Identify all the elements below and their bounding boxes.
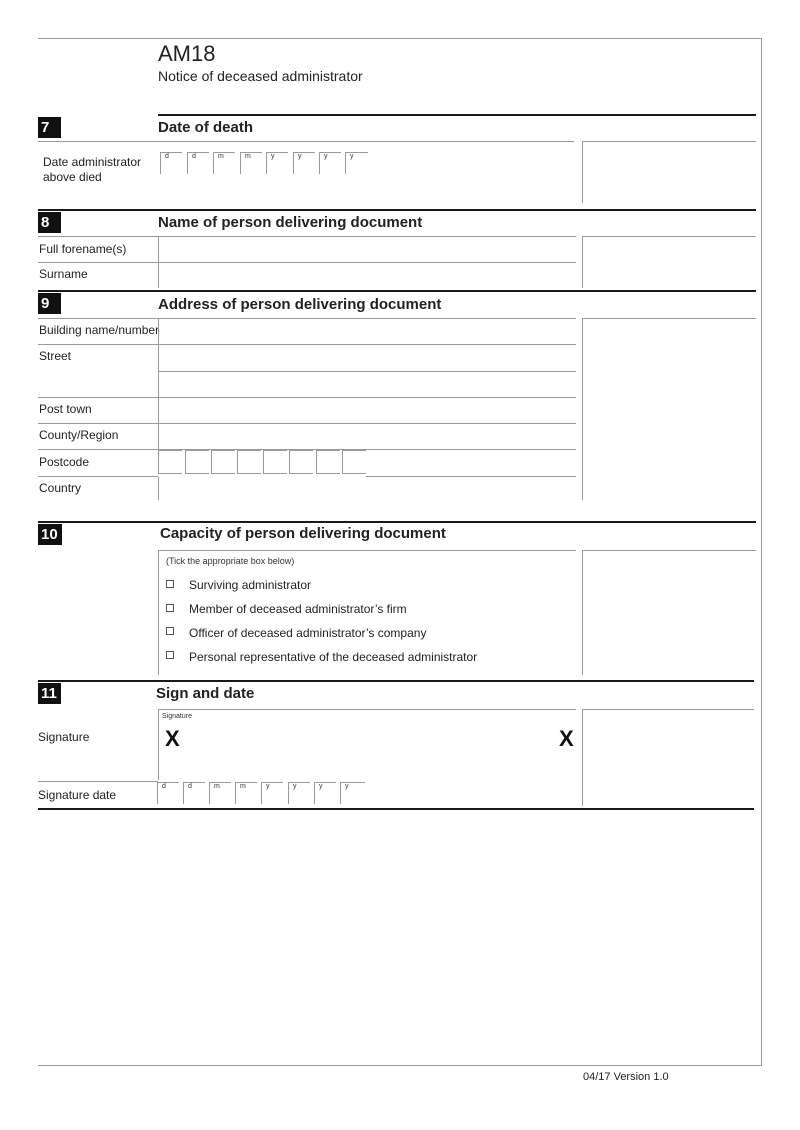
date-digit-hint: y — [324, 153, 328, 160]
section-11-rule — [38, 680, 754, 682]
date-digit[interactable] — [209, 782, 231, 804]
postcode-char[interactable] — [158, 450, 182, 474]
forename-label: Full forename(s) — [39, 242, 127, 256]
section-8-side-rule — [582, 236, 756, 237]
signature-date-label: Signature date — [38, 788, 117, 802]
section-7-title: Date of death — [158, 119, 254, 136]
date-digit-hint: m — [214, 783, 220, 790]
street-label: Street — [39, 349, 72, 363]
date-digit-hint: m — [240, 783, 246, 790]
signature-label: Signature — [38, 730, 90, 744]
building-label: Building name/number — [39, 323, 160, 337]
section-8-number: 8 — [38, 212, 61, 233]
county-input[interactable] — [158, 424, 576, 449]
section-9-number: 9 — [38, 293, 61, 314]
date-digit-hint: y — [319, 783, 323, 790]
postcode-char[interactable] — [342, 450, 366, 474]
postcode-char[interactable] — [289, 450, 313, 474]
date-digit-hint: y — [345, 783, 349, 790]
section-9-side-rule — [582, 318, 756, 319]
section-9-title: Address of person delivering document — [158, 296, 442, 313]
checkbox[interactable] — [166, 580, 174, 588]
section-10-title: Capacity of person delivering document — [160, 525, 446, 542]
checkbox[interactable] — [166, 651, 174, 659]
signature-date-end-tick — [361, 782, 365, 783]
date-digit[interactable] — [340, 782, 362, 804]
signature-date-rule — [38, 781, 158, 782]
date-digit[interactable] — [157, 782, 179, 804]
surname-label: Surname — [39, 267, 88, 281]
section-7-number: 7 — [38, 117, 61, 138]
option-label: Officer of deceased administrator’s company — [189, 626, 427, 640]
country-input[interactable] — [158, 477, 576, 500]
option-label: Personal representative of the deceased administrator — [189, 650, 478, 664]
postcode-char[interactable] — [185, 450, 209, 474]
date-digit[interactable] — [240, 152, 262, 174]
surname-input[interactable] — [158, 263, 576, 288]
date-digit[interactable] — [213, 152, 235, 174]
section-10-number: 10 — [38, 524, 62, 545]
signature-end-mark: X — [559, 726, 574, 751]
page-top-rule — [38, 38, 762, 39]
forename-input[interactable] — [158, 237, 576, 262]
capacity-instruction: (Tick the appropriate box below) — [166, 556, 295, 566]
section-10-under-rule — [158, 550, 576, 551]
section-10-side-rule — [582, 550, 756, 551]
section-8-title: Name of person delivering document — [158, 214, 423, 231]
date-digit[interactable] — [314, 782, 336, 804]
section-11-title: Sign and date — [156, 685, 255, 702]
date-digit-hint: d — [165, 153, 169, 160]
postcode-rule — [38, 476, 158, 477]
section-10-rule — [38, 521, 756, 523]
date-digit-hint: m — [218, 153, 224, 160]
date-digit-hint: d — [192, 153, 196, 160]
option-label: Member of deceased administrator’s firm — [189, 602, 407, 616]
postcode-char[interactable] — [316, 450, 340, 474]
postcode-char[interactable] — [263, 450, 287, 474]
country-label: Country — [39, 481, 82, 495]
section-11-side-rule — [582, 709, 754, 710]
signature-input[interactable] — [158, 710, 576, 780]
section-11-side-divider — [582, 709, 583, 806]
signature-box-caption: Signature — [162, 713, 192, 720]
section-9-rule — [38, 290, 756, 292]
date-of-death-label: Date administrator above died — [43, 155, 142, 184]
date-digit[interactable] — [319, 152, 341, 174]
section-7-side-rule — [582, 141, 756, 142]
postcode-end-tick — [365, 450, 366, 451]
section-10-left-divider — [158, 550, 159, 675]
section-9-side-divider — [582, 318, 583, 500]
version-footer: 04/17 Version 1.0 — [583, 1071, 669, 1083]
section-11-bottom-rule — [38, 808, 754, 810]
section-7-side-divider — [582, 141, 583, 203]
section-8-rule — [38, 209, 756, 211]
form-title: Notice of deceased administrator — [158, 68, 363, 84]
date-digit-hint: d — [162, 783, 166, 790]
section-7-under-rule — [38, 141, 574, 142]
post-town-label: Post town — [39, 402, 92, 416]
date-digit[interactable] — [293, 152, 315, 174]
county-label: County/Region — [39, 428, 119, 442]
postcode-label: Postcode — [39, 455, 90, 469]
option-label: Surviving administrator — [189, 578, 312, 592]
section-10-side-divider — [582, 550, 583, 675]
date-digit[interactable] — [235, 782, 257, 804]
date-end-tick — [366, 152, 368, 153]
section-7-rule — [158, 114, 756, 116]
date-digit-hint: d — [188, 783, 192, 790]
date-digit[interactable] — [266, 152, 288, 174]
date-digit[interactable] — [261, 782, 283, 804]
checkbox[interactable] — [166, 627, 174, 635]
section-8-side-divider — [582, 236, 583, 288]
section-11-number: 11 — [38, 683, 61, 704]
date-digit-hint: y — [266, 783, 270, 790]
street-input-line-1[interactable] — [158, 345, 576, 371]
date-digit-hint: y — [298, 153, 302, 160]
street-input-line-2[interactable] — [158, 372, 576, 397]
post-town-input[interactable] — [158, 398, 576, 423]
postcode-char[interactable] — [211, 450, 235, 474]
building-input[interactable] — [158, 319, 576, 344]
date-digit[interactable] — [187, 152, 209, 174]
date-digit[interactable] — [160, 152, 182, 174]
page-right-rule — [761, 38, 762, 1066]
form-code: AM18 — [158, 41, 216, 66]
page-bottom-rule — [38, 1065, 762, 1066]
postcode-char[interactable] — [237, 450, 261, 474]
date-digit-hint: y — [350, 153, 354, 160]
date-digit-hint: y — [293, 783, 297, 790]
signature-start-mark: X — [165, 726, 180, 751]
date-digit-hint: y — [271, 153, 275, 160]
checkbox[interactable] — [166, 604, 174, 612]
date-digit[interactable] — [345, 152, 367, 174]
date-digit[interactable] — [288, 782, 310, 804]
date-digit[interactable] — [183, 782, 205, 804]
date-digit-hint: m — [245, 153, 251, 160]
